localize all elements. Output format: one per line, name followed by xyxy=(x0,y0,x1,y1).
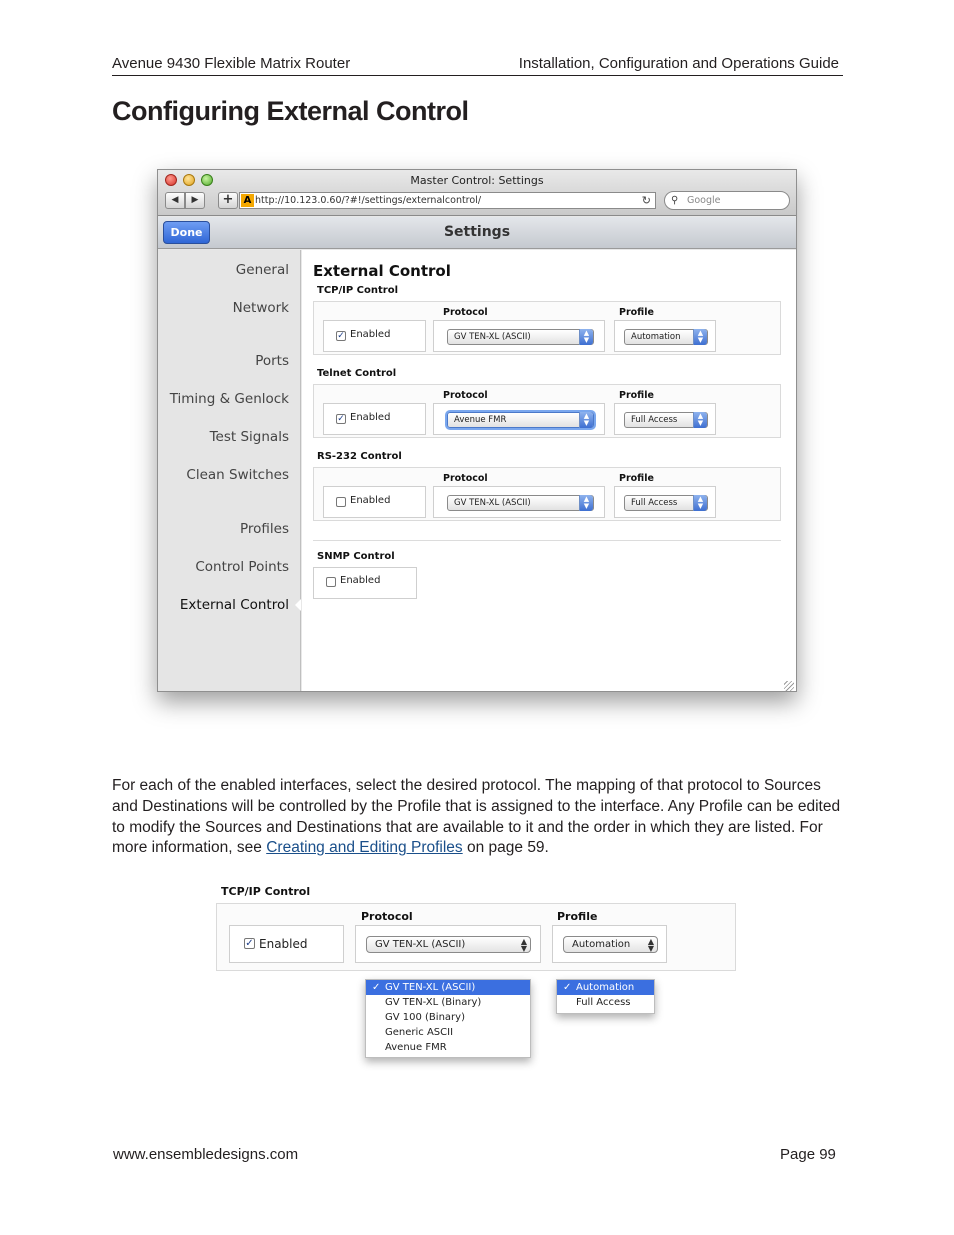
select-arrows-icon: ▲ ▼ xyxy=(647,937,654,953)
sidebar-item-ports[interactable]: Ports xyxy=(255,353,289,369)
option-label: Generic ASCII xyxy=(385,1027,454,1038)
section-divider xyxy=(313,540,781,541)
rs232-protocol-select[interactable] xyxy=(447,495,594,511)
telnet-enabled-checkbox[interactable] xyxy=(336,414,346,424)
protocol-option-gv-ten-xl-binary[interactable] xyxy=(366,995,530,1010)
sidebar-item-timing-genlock[interactable]: Timing & Genlock xyxy=(169,391,289,407)
tcpip-profile-select[interactable] xyxy=(624,329,708,345)
search-placeholder: Google xyxy=(687,195,721,206)
detail-profile-cell xyxy=(552,925,667,963)
search-icon: ⚲ xyxy=(671,195,679,206)
select-arrows-icon: ▲ ▼ xyxy=(579,495,593,511)
telnet-profile-cell xyxy=(614,403,716,435)
detail-profile-label: Profile xyxy=(557,910,598,923)
select-arrows-icon: ▲ ▼ xyxy=(693,495,707,511)
selected-item-pointer xyxy=(295,599,301,611)
detail-protocol-cell xyxy=(355,925,541,963)
detail-protocol-select[interactable] xyxy=(366,936,531,953)
select-arrows-icon: ▲ ▼ xyxy=(579,329,593,345)
tcpip-enabled-label: Enabled xyxy=(350,329,391,340)
tcpip-enabled-checkbox[interactable] xyxy=(336,331,346,341)
detail-group-label: TCP/IP Control xyxy=(221,885,311,898)
tcpip-group-label: TCP/IP Control xyxy=(317,285,399,296)
done-button[interactable]: Done xyxy=(163,221,210,244)
body-text-after: on page 59. xyxy=(462,839,549,857)
option-label: Avenue FMR xyxy=(385,1042,447,1053)
footer-website: www.ensembledesigns.com xyxy=(113,1146,299,1163)
telnet-group-label: Telnet Control xyxy=(317,368,397,379)
profile-dropdown-menu xyxy=(556,979,655,1014)
sidebar-item-general[interactable]: General xyxy=(235,262,289,278)
checkmark-icon: ✓ xyxy=(372,982,381,993)
detail-enabled-checkbox[interactable] xyxy=(244,938,255,949)
select-arrows-icon: ▲ ▼ xyxy=(693,329,707,345)
rs232-profile-select[interactable] xyxy=(624,495,708,511)
window-titlebar xyxy=(158,170,796,216)
footer-page-number: Page 99 xyxy=(780,1146,836,1163)
detail-profile-select[interactable] xyxy=(563,936,658,953)
option-label: GV TEN-XL (Binary) xyxy=(385,997,482,1008)
sidebar-item-control-points[interactable]: Control Points xyxy=(195,559,289,575)
protocol-option-gv-100-binary[interactable] xyxy=(366,1010,530,1025)
settings-window-screenshot xyxy=(157,169,797,692)
body-paragraph xyxy=(112,776,842,859)
protocol-dropdown-menu xyxy=(365,979,531,1058)
sidebar-item-network[interactable]: Network xyxy=(232,300,289,316)
detail-enabled-label: Enabled xyxy=(259,937,308,951)
section-title: External Control xyxy=(313,262,451,280)
rs232-profile-label: Profile xyxy=(619,473,654,484)
telnet-profile-value: Full Access xyxy=(631,415,678,425)
sidebar-item-external-control[interactable]: External Control xyxy=(179,597,289,613)
rs232-enabled-label: Enabled xyxy=(350,495,391,506)
rs232-protocol-cell xyxy=(433,486,605,518)
checkmark-icon: ✓ xyxy=(337,414,345,424)
page-title: Configuring External Control xyxy=(112,96,469,126)
sidebar-item-test-signals[interactable]: Test Signals xyxy=(209,429,289,445)
forward-button[interactable] xyxy=(185,192,205,209)
address-bar-url: http://10.123.0.60/?#!/settings/externalcontrol/ xyxy=(255,195,482,206)
rs232-enabled-checkbox[interactable] xyxy=(336,497,346,507)
telnet-profile-select[interactable] xyxy=(624,412,708,428)
tcpip-protocol-label: Protocol xyxy=(443,307,488,318)
tcpip-protocol-value: GV TEN-XL (ASCII) xyxy=(454,332,531,342)
telnet-profile-label: Profile xyxy=(619,390,654,401)
tcpip-profile-label: Profile xyxy=(619,307,654,318)
settings-toolbar xyxy=(158,217,796,249)
detail-protocol-label: Protocol xyxy=(361,910,413,923)
tcpip-control-group xyxy=(313,301,781,355)
tcpip-protocol-select[interactable] xyxy=(447,329,594,345)
checkmark-icon: ✓ xyxy=(563,982,572,993)
checkmark-icon: ✓ xyxy=(245,938,254,949)
rs232-protocol-value: GV TEN-XL (ASCII) xyxy=(454,498,531,508)
sidebar-item-profiles[interactable]: Profiles xyxy=(239,521,289,537)
protocol-option-gv-ten-xl-ascii[interactable] xyxy=(366,980,530,995)
detail-profile-value: Automation xyxy=(572,939,631,950)
telnet-control-group xyxy=(313,384,781,438)
snmp-enabled-checkbox[interactable] xyxy=(326,577,336,587)
external-control-panel xyxy=(302,250,796,692)
rs232-group-label: RS-232 Control xyxy=(317,451,402,462)
settings-title: Settings xyxy=(443,224,511,240)
telnet-enabled-label: Enabled xyxy=(350,412,391,423)
address-bar[interactable] xyxy=(239,192,656,209)
settings-sidebar xyxy=(158,250,301,692)
telnet-protocol-value: Avenue FMR xyxy=(454,415,507,425)
option-label: GV 100 (Binary) xyxy=(385,1012,465,1023)
snmp-enabled-label: Enabled xyxy=(340,575,381,586)
rs232-control-group xyxy=(313,467,781,521)
rs232-enabled-cell xyxy=(323,486,426,518)
select-arrows-icon: ▲ ▼ xyxy=(579,412,593,428)
telnet-protocol-select[interactable] xyxy=(447,412,594,428)
body-text-before: For each of the enabled interfaces, select the desired protocol. The mapping of that protocol to Sources and Destinations will be controlled by the Profile that is assigned to the interface. Any Profile can be edited to modify the Sources and Destinations that are available to it and the order in which they are listed. For more information, see xyxy=(112,777,841,857)
sidebar-item-clean-switches[interactable]: Clean Switches xyxy=(186,467,289,483)
forward-arrow-icon: ▶ xyxy=(191,195,199,205)
select-arrows-icon: ▲ ▼ xyxy=(520,937,527,953)
rs232-protocol-label: Protocol xyxy=(443,473,488,484)
detail-protocol-value: GV TEN-XL (ASCII) xyxy=(375,939,466,950)
telnet-enabled-cell xyxy=(323,403,426,435)
add-bookmark-button[interactable] xyxy=(218,192,238,209)
checkmark-icon: ✓ xyxy=(337,331,345,341)
protocol-option-generic-ascii[interactable] xyxy=(366,1025,530,1040)
header-guide-title: Installation, Configuration and Operations Guide xyxy=(518,55,839,72)
window-title: Master Control: Settings xyxy=(410,174,544,187)
back-button[interactable] xyxy=(165,192,185,209)
document-header xyxy=(112,54,843,76)
tcpip-profile-value: Automation xyxy=(631,332,681,342)
detail-enabled-cell xyxy=(229,925,344,963)
option-label: GV TEN-XL (ASCII) xyxy=(385,982,476,993)
site-favicon-icon: A xyxy=(241,194,254,207)
tcpip-detail-image xyxy=(215,883,740,1068)
option-label: Full Access xyxy=(576,997,631,1008)
snmp-group-label: SNMP Control xyxy=(317,551,395,562)
rs232-profile-value: Full Access xyxy=(631,498,678,508)
profile-option-automation[interactable] xyxy=(557,980,654,995)
profile-option-full-access[interactable] xyxy=(557,995,654,1010)
header-product-name: Avenue 9430 Flexible Matrix Router xyxy=(112,55,351,72)
detail-tcpip-group xyxy=(216,903,736,971)
telnet-protocol-cell xyxy=(433,403,605,435)
reload-icon[interactable]: ↻ xyxy=(641,194,651,207)
option-label: Automation xyxy=(576,982,635,993)
select-arrows-icon: ▲ ▼ xyxy=(693,412,707,428)
creating-profiles-link[interactable]: Creating and Editing Profiles xyxy=(266,839,463,857)
tcpip-enabled-cell xyxy=(323,320,426,352)
tcpip-profile-cell xyxy=(614,320,716,352)
snmp-enabled-cell xyxy=(313,567,417,599)
back-arrow-icon: ◀ xyxy=(171,195,179,205)
telnet-protocol-label: Protocol xyxy=(443,390,488,401)
rs232-profile-cell xyxy=(614,486,716,518)
resize-grip-icon[interactable] xyxy=(784,681,794,691)
protocol-option-avenue-fmr[interactable] xyxy=(366,1040,530,1055)
search-field[interactable] xyxy=(664,191,790,210)
tcpip-protocol-cell xyxy=(433,320,605,352)
plus-icon: + xyxy=(222,192,234,207)
